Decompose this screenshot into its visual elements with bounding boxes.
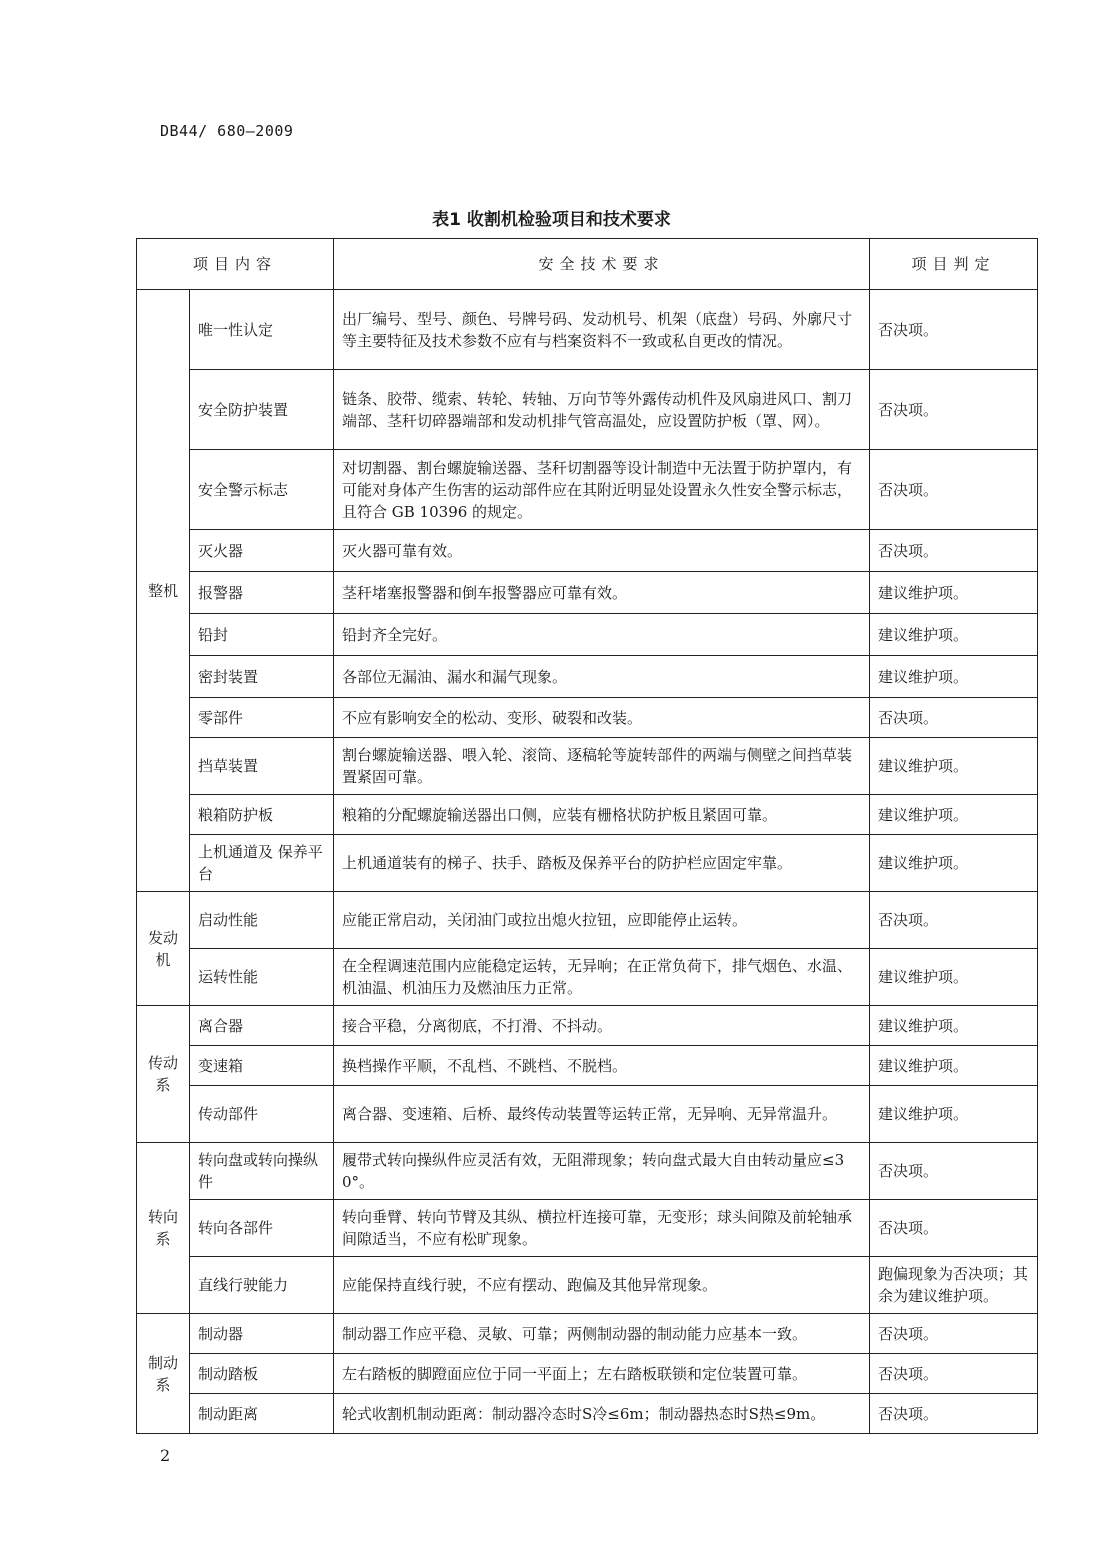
verdict-cell: 跑偏现象为否决项；其余为建议维护项。 xyxy=(870,1257,1038,1314)
requirement-cell: 割台螺旋输送器、喂入轮、滚筒、逐稿轮等旋转部件的两端与侧壁之间挡草装置紧固可靠。 xyxy=(334,738,870,795)
doc-code: DB44/ 680—2009 xyxy=(160,122,294,140)
table-row xyxy=(137,835,1038,892)
verdict-cell: 建议维护项。 xyxy=(870,1086,1038,1143)
requirement-cell: 转向垂臂、转向节臂及其纵、横拉杆连接可靠，无变形；球头间隙及前轮轴承间隙适当，不应有松旷现象。 xyxy=(334,1200,870,1257)
requirement-cell: 茎秆堵塞报警器和倒车报警器应可靠有效。 xyxy=(334,572,870,614)
requirement-cell: 灭火器可靠有效。 xyxy=(334,530,870,572)
table-row xyxy=(137,892,1038,949)
inspection-table xyxy=(136,238,1038,1434)
item-cell: 粮箱防护板 xyxy=(190,795,334,835)
requirement-cell: 制动器工作应平稳、灵敏、可靠；两侧制动器的制动能力应基本一致。 xyxy=(334,1314,870,1354)
table-row xyxy=(137,1314,1038,1354)
requirement-cell: 离合器、变速箱、后桥、最终传动装置等运转正常，无异响、无异常温升。 xyxy=(334,1086,870,1143)
table-row xyxy=(137,738,1038,795)
table-row xyxy=(137,530,1038,572)
item-cell: 安全警示标志 xyxy=(190,450,334,530)
requirement-cell: 铅封齐全完好。 xyxy=(334,614,870,656)
verdict-cell: 建议维护项。 xyxy=(870,614,1038,656)
requirement-cell: 不应有影响安全的松动、变形、破裂和改装。 xyxy=(334,698,870,738)
item-cell: 制动器 xyxy=(190,1314,334,1354)
verdict-cell: 建议维护项。 xyxy=(870,949,1038,1006)
item-cell: 铅封 xyxy=(190,614,334,656)
item-cell: 安全防护装置 xyxy=(190,370,334,450)
verdict-cell: 建议维护项。 xyxy=(870,738,1038,795)
group-label: 转向系 xyxy=(137,1143,190,1314)
requirement-cell: 应能正常启动，关闭油门或拉出熄火拉钮，应即能停止运转。 xyxy=(334,892,870,949)
item-cell: 转向盘或转向操纵件 xyxy=(190,1143,334,1200)
table-row xyxy=(137,450,1038,530)
item-cell: 启动性能 xyxy=(190,892,334,949)
page-number: 2 xyxy=(160,1446,171,1465)
requirement-cell: 上机通道装有的梯子、扶手、踏板及保养平台的防护栏应固定牢靠。 xyxy=(334,835,870,892)
item-cell: 离合器 xyxy=(190,1006,334,1046)
verdict-cell: 建议维护项。 xyxy=(870,656,1038,698)
requirement-cell: 应能保持直线行驶，不应有摆动、跑偏及其他异常现象。 xyxy=(334,1257,870,1314)
requirement-cell: 接合平稳，分离彻底，不打滑、不抖动。 xyxy=(334,1006,870,1046)
table-row xyxy=(137,1354,1038,1394)
verdict-cell: 建议维护项。 xyxy=(870,1006,1038,1046)
table-row xyxy=(137,656,1038,698)
group-label: 制动系 xyxy=(137,1314,190,1434)
verdict-cell: 否决项。 xyxy=(870,290,1038,370)
verdict-cell: 否决项。 xyxy=(870,1354,1038,1394)
table-row xyxy=(137,949,1038,1006)
verdict-cell: 建议维护项。 xyxy=(870,835,1038,892)
requirement-cell: 链条、胶带、缆索、转轮、转轴、万向节等外露传动机件及风扇进风口、割刀端部、茎秆切碎器端部和发动机排气管高温处，应设置防护板（罩、网）。 xyxy=(334,370,870,450)
item-cell: 上机通道及 保养平台 xyxy=(190,835,334,892)
requirement-cell: 各部位无漏油、漏水和漏气现象。 xyxy=(334,656,870,698)
requirement-cell: 换档操作平顺，不乱档、不跳档、不脱档。 xyxy=(334,1046,870,1086)
item-cell: 运转性能 xyxy=(190,949,334,1006)
requirement-cell: 履带式转向操纵件应灵活有效，无阻滞现象；转向盘式最大自由转动量应≤30°。 xyxy=(334,1143,870,1200)
table-row xyxy=(137,1257,1038,1314)
table-row xyxy=(137,1394,1038,1434)
verdict-cell: 建议维护项。 xyxy=(870,795,1038,835)
table-row xyxy=(137,614,1038,656)
item-cell: 挡草装置 xyxy=(190,738,334,795)
item-cell: 密封装置 xyxy=(190,656,334,698)
table-row xyxy=(137,698,1038,738)
table-title: 表1 收割机检验项目和技术要求 xyxy=(432,210,671,230)
verdict-cell: 否决项。 xyxy=(870,530,1038,572)
verdict-cell: 建议维护项。 xyxy=(870,572,1038,614)
item-cell: 制动踏板 xyxy=(190,1354,334,1394)
table-row xyxy=(137,1200,1038,1257)
item-cell: 零部件 xyxy=(190,698,334,738)
verdict-cell: 否决项。 xyxy=(870,1314,1038,1354)
requirement-cell: 轮式收割机制动距离：制动器冷态时S冷≤6m；制动器热态时S热≤9m。 xyxy=(334,1394,870,1434)
table-body xyxy=(137,290,1038,1434)
item-cell: 直线行驶能力 xyxy=(190,1257,334,1314)
verdict-cell: 否决项。 xyxy=(870,450,1038,530)
table-row xyxy=(137,795,1038,835)
header-requirement: 安全技术要求 xyxy=(334,239,870,290)
group-label: 传动系 xyxy=(137,1006,190,1143)
verdict-cell: 否决项。 xyxy=(870,370,1038,450)
group-label: 发动机 xyxy=(137,892,190,1006)
requirement-cell: 出厂编号、型号、颜色、号牌号码、发动机号、机架（底盘）号码、外廓尺寸等主要特征及技术参数不应有与档案资料不一致或私自更改的情况。 xyxy=(334,290,870,370)
table-row xyxy=(137,1046,1038,1086)
verdict-cell: 否决项。 xyxy=(870,892,1038,949)
header-content: 项目内容 xyxy=(137,239,334,290)
requirement-cell: 在全程调速范围内应能稳定运转，无异响；在正常负荷下，排气烟色、水温、机油温、机油压力及燃油压力正常。 xyxy=(334,949,870,1006)
table-header-row xyxy=(137,239,1038,290)
table-row xyxy=(137,1086,1038,1143)
verdict-cell: 否决项。 xyxy=(870,1394,1038,1434)
item-cell: 灭火器 xyxy=(190,530,334,572)
verdict-cell: 否决项。 xyxy=(870,698,1038,738)
header-verdict: 项目判定 xyxy=(870,239,1038,290)
item-cell: 传动部件 xyxy=(190,1086,334,1143)
verdict-cell: 否决项。 xyxy=(870,1143,1038,1200)
group-label: 整机 xyxy=(137,290,190,892)
item-cell: 变速箱 xyxy=(190,1046,334,1086)
requirement-cell: 左右踏板的脚蹬面应位于同一平面上；左右踏板联锁和定位装置可靠。 xyxy=(334,1354,870,1394)
verdict-cell: 建议维护项。 xyxy=(870,1046,1038,1086)
table-row xyxy=(137,290,1038,370)
item-cell: 唯一性认定 xyxy=(190,290,334,370)
item-cell: 转向各部件 xyxy=(190,1200,334,1257)
verdict-cell: 否决项。 xyxy=(870,1200,1038,1257)
table-row xyxy=(137,370,1038,450)
requirement-cell: 粮箱的分配螺旋输送器出口侧，应装有栅格状防护板且紧固可靠。 xyxy=(334,795,870,835)
item-cell: 制动距离 xyxy=(190,1394,334,1434)
table-row xyxy=(137,572,1038,614)
item-cell: 报警器 xyxy=(190,572,334,614)
table-row xyxy=(137,1143,1038,1200)
requirement-cell: 对切割器、割台螺旋输送器、茎秆切割器等设计制造中无法置于防护罩内，有可能对身体产生伤害的运动部件应在其附近明显处设置永久性安全警示标志，且符合 GB 10396 的规定。 xyxy=(334,450,870,530)
table-row xyxy=(137,1006,1038,1046)
